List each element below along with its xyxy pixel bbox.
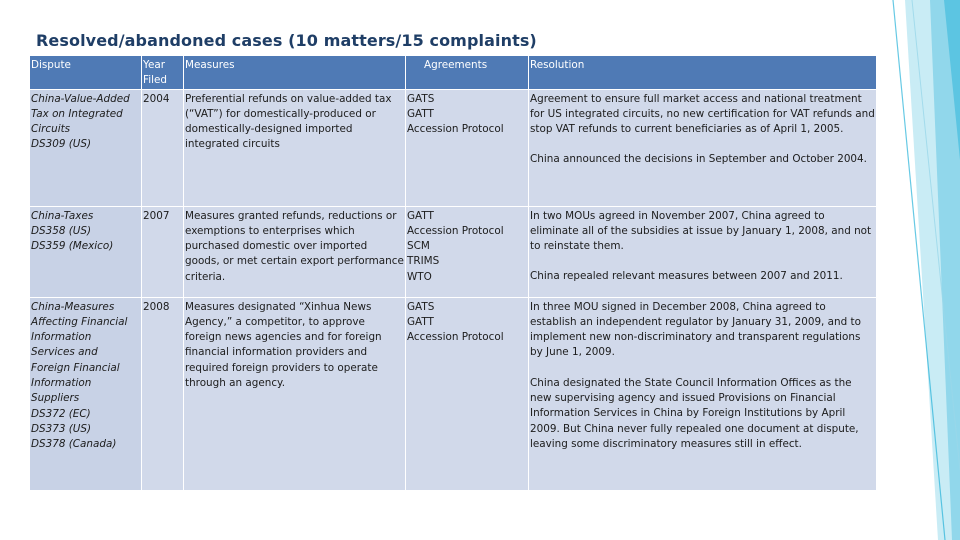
resolution-paragraph: In three MOU signed in December 2008, China agreed to establish an independent regulator by January 31, 2009, and to implement new non-discriminatory and transparent regulations by June 1, 2009. xyxy=(530,300,861,359)
agreement-item: GATT xyxy=(407,107,434,120)
dispute-line: China-Value-Added xyxy=(31,92,130,105)
year-cell: 2004 xyxy=(142,89,184,206)
dispute-line: Foreign Financial xyxy=(31,361,120,374)
agreement-item: GATS xyxy=(407,300,435,313)
measures-cell: Measures granted refunds, reductions or exemptions to enterprises which purchased domestic over imported goods, or met certain export performance criteria. xyxy=(184,206,406,297)
agreement-item: GATS xyxy=(407,92,435,105)
dispute-line: Affecting Financial xyxy=(31,315,128,328)
dispute-line: DS359 (Mexico) xyxy=(31,240,114,253)
dispute-cell xyxy=(30,206,142,297)
agreement-item: SCM xyxy=(407,240,430,253)
resolution-cell xyxy=(529,206,877,297)
agreement-item: WTO xyxy=(407,270,432,283)
agreement-item: Accession Protocol xyxy=(407,331,504,344)
resolution-paragraph: China designated the State Council Information Offices as the new supervising agency and issued Provisions on Financial Information Services in China by Foreign Institutions by April 2009. But China never fully repealed one document at dispute, leaving some discriminatory measures still in effect. xyxy=(530,376,859,450)
measures-cell: Measures designated “Xinhua News Agency,” a competitor, to approve foreign news agencies and for foreign financial information providers and required foreign providers to operate through an agency. xyxy=(184,297,406,490)
dispute-line: Suppliers xyxy=(31,392,80,405)
agreement-item: Accession Protocol xyxy=(407,224,504,237)
year-cell: 2008 xyxy=(142,297,184,490)
dispute-cell xyxy=(30,297,142,490)
header-measures: Measures xyxy=(184,56,406,90)
dispute-line: DS373 (US) xyxy=(31,422,92,435)
measures-cell: Preferential refunds on value-added tax (“VAT”) for domestically-produced or domestically-designed imported integrated circuits xyxy=(184,89,406,206)
header-year-filed: Year Filed xyxy=(142,56,184,90)
table-row xyxy=(30,206,877,297)
resolution-cell xyxy=(529,297,877,490)
agreement-item: GATT xyxy=(407,209,434,222)
dispute-line: DS378 (Canada) xyxy=(31,438,117,451)
agreements-cell xyxy=(406,89,529,206)
cases-table xyxy=(29,55,877,491)
dispute-line: Services and xyxy=(31,346,98,359)
resolution-paragraph: China announced the decisions in September and October 2004. xyxy=(530,153,867,166)
table-row xyxy=(30,89,877,206)
table-header-row xyxy=(30,56,877,90)
resolution-cell xyxy=(529,89,877,206)
agreements-cell xyxy=(406,206,529,297)
year-cell: 2007 xyxy=(142,206,184,297)
agreement-item: GATT xyxy=(407,315,434,328)
dispute-line: Tax on Integrated xyxy=(31,107,123,120)
table-row xyxy=(30,297,877,490)
resolution-paragraph: China repealed relevant measures between 2007 and 2011. xyxy=(530,270,843,283)
dispute-line: DS309 (US) xyxy=(31,138,92,151)
dispute-line: DS372 (EC) xyxy=(31,407,91,420)
dispute-line: China-Measures xyxy=(31,300,115,313)
dispute-line: Information xyxy=(31,331,92,344)
agreements-cell xyxy=(406,297,529,490)
agreement-item: TRIMS xyxy=(407,255,440,268)
agreement-item: Accession Protocol xyxy=(407,123,504,136)
dispute-cell xyxy=(30,89,142,206)
resolution-paragraph: In two MOUs agreed in November 2007, China agreed to eliminate all of the subsidies at issue by January 1, 2008, and not to reinstate them. xyxy=(530,209,872,253)
resolution-paragraph: Agreement to ensure full market access and national treatment for US integrated circuits, no new certification for VAT refunds and stop VAT refunds to current beneficiaries as of April 1, 2005. xyxy=(530,92,875,136)
dispute-line: Information xyxy=(31,377,92,390)
header-agreements: Agreements xyxy=(406,56,529,90)
dispute-line: DS358 (US) xyxy=(31,224,92,237)
header-resolution: Resolution xyxy=(529,56,877,90)
header-dispute: Dispute xyxy=(30,56,142,90)
dispute-line: China-Taxes xyxy=(31,209,94,222)
dispute-line: Circuits xyxy=(31,123,71,136)
slide-title: Resolved/abandoned cases (10 matters/15 complaints) xyxy=(36,31,537,50)
